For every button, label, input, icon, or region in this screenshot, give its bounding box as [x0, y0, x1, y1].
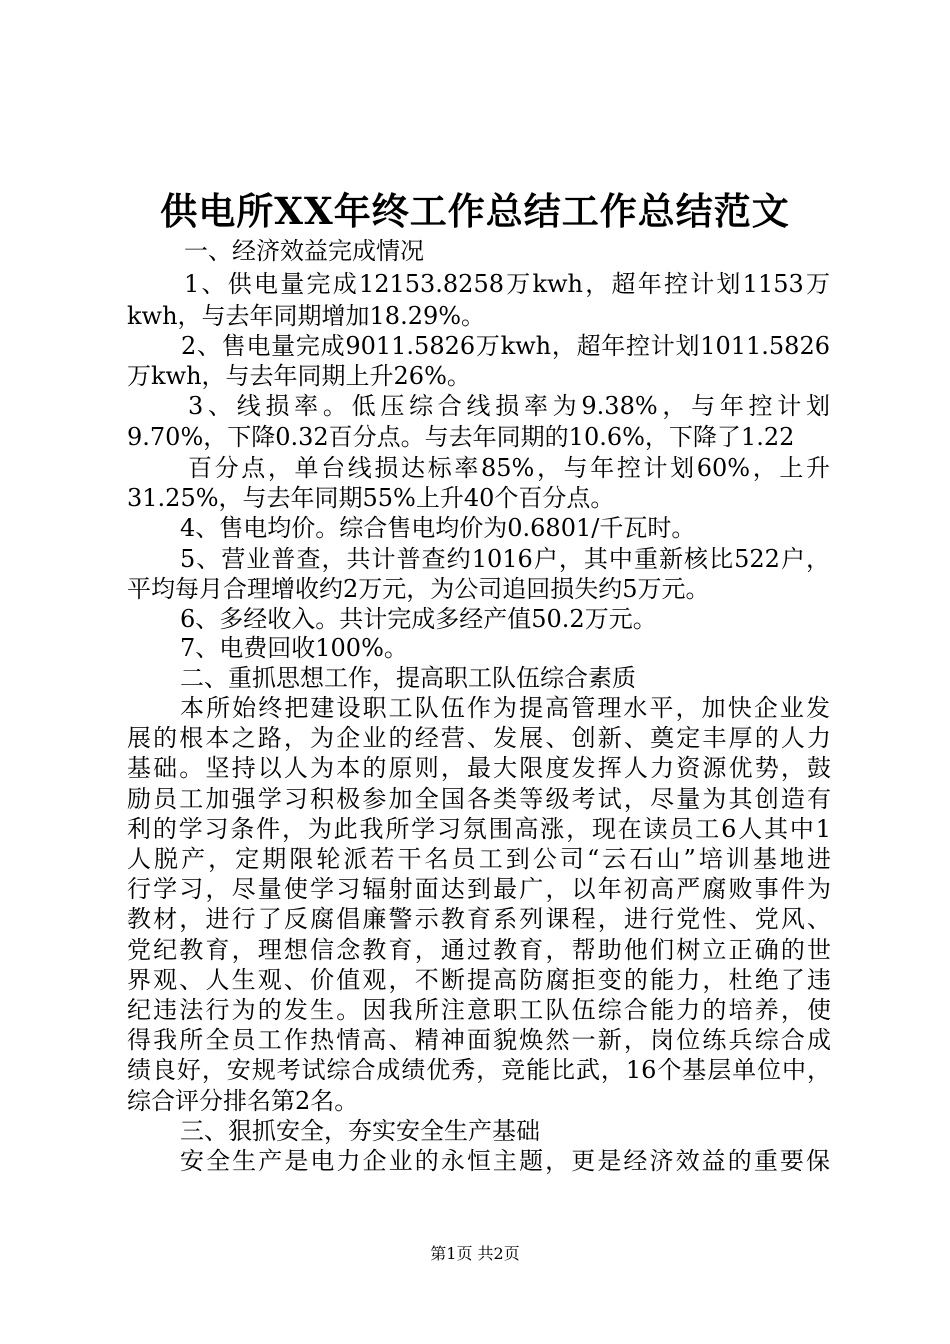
paragraph-line: 百分点，单台线损达标率85%，与年控计划60%，上升 — [188, 454, 830, 482]
paragraph-line: 本所始终把建设职工队伍作为提高管理水平，加快企业发 — [180, 694, 830, 722]
paragraph-line: 综合评分排名第2名。 — [127, 1087, 359, 1115]
paragraph-line: 万kwh，与去年同期上升26%。 — [127, 362, 471, 390]
page-footer: 第1页 共2页 — [430, 1244, 520, 1263]
paragraph-line: kwh，与去年同期增加18.29%。 — [127, 302, 486, 330]
paragraph-line: 界观、人生观、价值观，不断提高防腐拒变的能力，杜绝了违 — [127, 966, 831, 994]
paragraph-line: 人脱产，定期限轮派若干名员工到公司“云石山”培训基地进 — [127, 845, 831, 873]
paragraph-line: 6、多经收入。共计完成多经产值50.2万元。 — [180, 605, 657, 633]
paragraph-line: 利的学习条件，为此我所学习氛围高涨，现在读员工6人其中1 — [127, 815, 831, 843]
paragraph-line: 31.25%，与去年同期55%上升40个百分点。 — [127, 484, 615, 512]
paragraph-line: 纪违法行为的发生。因我所注意职工队伍综合能力的培养，使 — [127, 996, 831, 1024]
paragraph-line: 安全生产是电力企业的永恒主题，更是经济效益的重要保 — [180, 1147, 830, 1175]
paragraph-line: 展的根本之路，为企业的经营、发展、创新、奠定丰厚的人力 — [127, 724, 831, 752]
paragraph-line: 1、供电量完成12153.8258万kwh，超年控计划1153万 — [184, 270, 830, 298]
paragraph-line: 基础。坚持以人为本的原则，最大限度发挥人力资源优势，鼓 — [127, 754, 831, 782]
paragraph-line: 9.70%，下降0.32百分点。与去年同期的10.6%，下降了1.22 — [127, 423, 795, 451]
paragraph-line: 4、售电均价。综合售电均价为0.6801/千瓦时。 — [180, 514, 696, 542]
paragraph-line: 党纪教育，理想信念教育，通过教育，帮助他们树立正确的世 — [127, 936, 831, 964]
page-title: 供电所XX年终工作总结工作总结范文 — [160, 189, 790, 233]
paragraph-line: 5、营业普查，共计普查约1016户，其中重新核比522户， — [180, 545, 830, 573]
paragraph-line: 得我所全员工作热情高、精神面貌焕然一新，岗位练兵综合成 — [127, 1026, 831, 1054]
section-heading-2: 二、重抓思想工作，提高职工队伍综合素质 — [180, 664, 636, 692]
paragraph-line: 7、电费回收100%。 — [180, 634, 408, 662]
paragraph-line: 平均每月合理增收约2万元，为公司追回损失约5万元。 — [127, 575, 710, 603]
paragraph-line: 励员工加强学习积极参加全国各类等级考试，尽量为其创造有 — [127, 785, 831, 813]
paragraph-line: 3、线损率。低压综合线损率为9.38%，与年控计划 — [188, 392, 830, 420]
paragraph-line: 绩良好，安规考试综合成绩优秀，竞能比武，16个基层单位中， — [127, 1056, 831, 1084]
paragraph-line: 教材，进行了反腐倡廉警示教育系列课程，进行党性、党风、 — [127, 905, 831, 933]
section-heading-1: 一、经济效益完成情况 — [184, 237, 424, 265]
section-heading-3: 三、狠抓安全，夯实安全生产基础 — [180, 1117, 540, 1145]
paragraph-line: 行学习，尽量使学习辐射面达到最广，以年初高严腐败事件为 — [127, 875, 831, 903]
paragraph-line: 2、售电量完成9011.5826万kwh，超年控计划1011.5826 — [181, 332, 830, 360]
